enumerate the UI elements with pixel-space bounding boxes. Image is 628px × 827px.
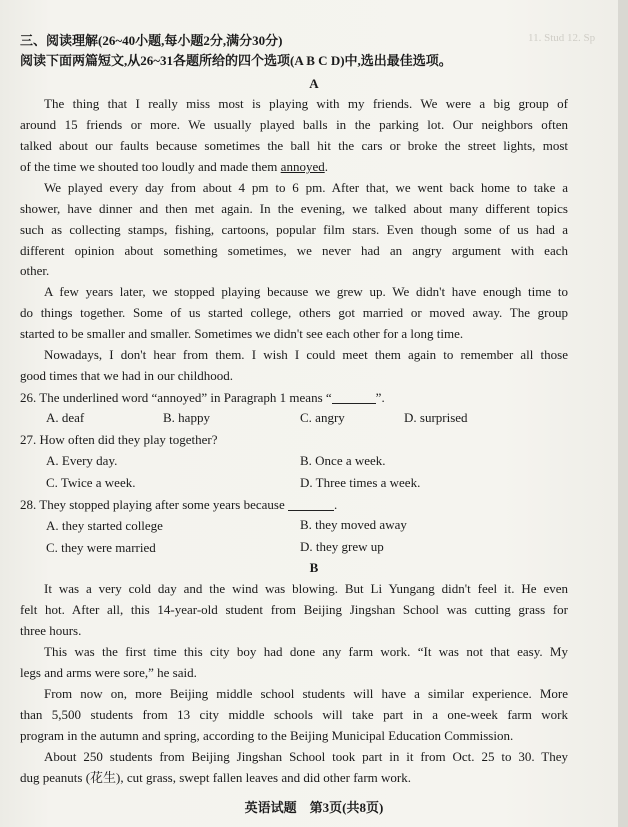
option-a[interactable]: A. Every day. bbox=[46, 453, 118, 468]
question-stem-end: . bbox=[333, 497, 338, 512]
passage-a-line: A few years later, we stopped playing because we grew up. We didn't have enough time to bbox=[44, 284, 568, 299]
passage-a-line: started to be smaller and smaller. Sometimes we didn't see each other for a long time. bbox=[20, 326, 464, 341]
bleed-through-text: 11. Stud 12. Sp bbox=[528, 32, 596, 44]
question-stem: 28. They stopped playing after some years because bbox=[20, 497, 285, 512]
passage-b-line: This was the first time this city boy had done any farm work. “It was not that easy. My bbox=[44, 644, 568, 659]
page-footer: 英语试题 第3页(共8页) bbox=[244, 800, 384, 815]
passage-b-line: It was a very cold day and the wind was blowing. But Li Yungang didn't feel it. He even bbox=[44, 581, 568, 596]
option-c[interactable]: C. they were married bbox=[46, 540, 156, 555]
passage-b-line: program in the autumn and spring, according to the Beijing Municipal Education Commission. bbox=[20, 728, 514, 743]
passage-a-line: good times that we had in our childhood. bbox=[20, 368, 234, 383]
passage-b-line: From now on, more Beijing middle school students will have a similar experience. More bbox=[44, 686, 568, 701]
passage-a-line: Nowadays, I don't hear from them. I wish I could meet them again to remember all those bbox=[44, 347, 568, 362]
passage-a-line: such as collecting stamps, fishing, cartoons, popular film stars. Even though some of us had a bbox=[20, 222, 568, 237]
passage-b-line: dug peanuts (花生), cut grass, swept fallen leaves and did other farm work. bbox=[20, 770, 411, 785]
option-a[interactable]: A. deaf bbox=[46, 410, 85, 425]
option-b[interactable]: B. Once a week. bbox=[300, 453, 386, 468]
passage-a-line bbox=[20, 158, 328, 175]
passage-a-line-text: of the time we shouted too loudly and made them bbox=[20, 159, 278, 174]
passage-a-line: We played every day from about 4 pm to 6 pm. After that, we went back home to take a bbox=[44, 180, 568, 195]
option-a[interactable]: A. they started college bbox=[46, 518, 163, 533]
option-d[interactable]: D. surprised bbox=[404, 410, 468, 425]
passage-a-line: different opinion about something sometimes, we never had an angry argument with each bbox=[20, 243, 568, 258]
sentence-end: . bbox=[324, 159, 328, 174]
option-c[interactable]: C. Twice a week. bbox=[46, 475, 136, 490]
option-c[interactable]: C. angry bbox=[300, 410, 345, 425]
question-27: 27. How often did they play together? bbox=[20, 432, 218, 447]
passage-a-line: do things together. Some of us started college, others got married or moved away. The group bbox=[20, 305, 568, 320]
passage-a-line: talked about our faults because sometimes the ball hit the cars or broke the street lights, most bbox=[20, 138, 568, 153]
passage-a-line: shower, have dinner and then met again. In the evening, we talked about many different topics bbox=[20, 201, 568, 216]
option-d[interactable]: D. Three times a week. bbox=[300, 475, 421, 490]
section-title: 三、阅读理解(26~40小题,每小题2分,满分30分) bbox=[20, 33, 283, 48]
question-28 bbox=[20, 496, 337, 513]
option-b[interactable]: B. they moved away bbox=[300, 517, 407, 532]
question-26 bbox=[20, 389, 385, 406]
passage-a-label: A bbox=[309, 76, 319, 91]
answer-blank[interactable] bbox=[332, 391, 376, 404]
passage-a-line: other. bbox=[20, 263, 50, 278]
passage-b-line: About 250 students from Beijing Jingshan School took part in it from Oct. 25 to 30. They bbox=[44, 749, 568, 764]
passage-b-line: than 5,500 students from 13 city middle schools will take part in a one-week farm work bbox=[20, 707, 568, 722]
passage-b-line: felt hot. After all, this 14-year-old student from Beijing Jingshan School was cutting grass for bbox=[20, 602, 568, 617]
underlined-word: annoyed bbox=[280, 159, 325, 174]
passage-a-line: around 15 friends or more. We usually played balls in the parking lot. Our neighbors often bbox=[20, 117, 568, 132]
option-d[interactable]: D. they grew up bbox=[300, 539, 384, 554]
passage-a-line: The thing that I really miss most is playing with my friends. We were a big group of bbox=[44, 96, 568, 111]
passage-b-label: B bbox=[309, 560, 319, 575]
question-stem: 26. The underlined word “annoyed” in Paragraph 1 means “ bbox=[20, 390, 332, 405]
page-edge-shadow bbox=[618, 0, 628, 827]
option-b[interactable]: B. happy bbox=[163, 410, 210, 425]
answer-blank[interactable] bbox=[288, 498, 334, 511]
question-stem-end: ”. bbox=[375, 390, 385, 405]
section-instruction: 阅读下面两篇短文,从26~31各题所给的四个选项(A B C D)中,选出最佳选项。 bbox=[20, 53, 452, 68]
passage-b-line: three hours. bbox=[20, 623, 82, 638]
passage-b-line: legs and arms were sore,” he said. bbox=[20, 665, 197, 680]
